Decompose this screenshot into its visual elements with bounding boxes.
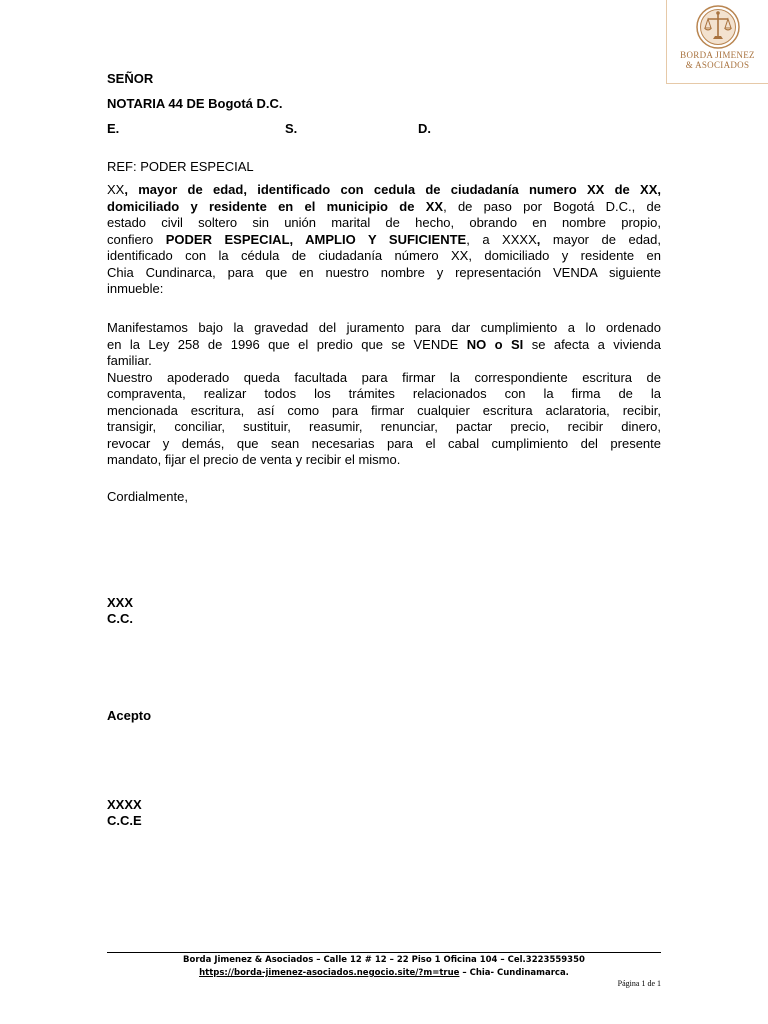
paragraph-line <box>107 199 661 216</box>
text-span: confiero <box>107 231 166 247</box>
grantor-details-bold: , mayor de edad, identificado con cedula de ciudadanía numero XX de XX, <box>124 182 661 197</box>
paragraph-line: estado civil soltero sin unión marital de hecho, obrando en nombre propio, <box>107 215 661 230</box>
footer-city: – Chia- Cundinamarca. <box>459 968 569 978</box>
footer-web-line <box>107 967 661 980</box>
paragraph-line: Chia Cundinarca, para que en nuestro nombre y representación VENDA siguiente <box>107 264 661 280</box>
text-span: mayor de edad, <box>540 231 662 247</box>
power-of-attorney-paragraph <box>107 182 661 298</box>
firm-logo <box>666 0 768 84</box>
paragraph-line: mencionada escritura, así como para firmar cualquier escritura aclaratoria, recibir, <box>107 402 661 418</box>
text-span: se afecta a vivienda <box>523 336 661 352</box>
footer-address: Borda Jimenez & Asociados – Calle 12 # 12 – 22 Piso 1 Oficina 104 – Cel.3223559350 <box>183 955 585 965</box>
scales-of-justice-icon <box>695 4 741 50</box>
paragraph-line: Nuestro apoderado queda facultada para firmar la correspondiente escritura de <box>107 369 661 385</box>
text-span: , de paso por Bogotá D.C., de <box>443 198 661 214</box>
paragraph-line: revocar y demás, que sean necesarias para el cabal cumplimiento del presente <box>107 435 661 451</box>
paragraph-line: mandato, fijar el precio de venta y recibir el mismo. <box>107 452 401 467</box>
esd-s: S. <box>285 121 298 136</box>
paragraph-line: compraventa, realizar todos los trámites relacionados con la firma de la <box>107 386 661 401</box>
footer <box>107 954 661 980</box>
recipient: NOTARIA 44 DE Bogotá D.C. <box>107 96 283 111</box>
housing-affectation-bold: NO o SI <box>466 336 524 352</box>
grantor-residence-bold: domiciliado y residente en el municipio de XX <box>107 198 444 214</box>
power-type-bold: PODER ESPECIAL, AMPLIO Y SUFICIENTE <box>165 231 467 247</box>
page-number: Página 1 de 1 <box>617 979 661 988</box>
paragraph-line: transigir, conciliar, sustituir, reasumir, renunciar, pactar precio, recibir dinero, <box>107 419 661 434</box>
acceptance-label: Acepto <box>107 708 152 723</box>
logo-firm-name-line1: BORDA JIMENEZ <box>680 50 755 60</box>
logo-firm-name-line2: & ASOCIADOS <box>685 60 750 70</box>
text-span: , <box>536 231 541 247</box>
footer-website-link[interactable]: https://borda-jimenez-asociados.negocio.site/?m=true <box>199 968 460 978</box>
paragraph-line <box>107 182 661 199</box>
paragraph-line <box>107 337 661 354</box>
paragraph-line: familiar. <box>107 353 152 368</box>
paragraph-line: identificado con la cédula de ciudadanía número XX, domiciliado y residente en <box>107 248 661 263</box>
grantor-id-label: C.C. <box>107 611 133 626</box>
salutation: SEÑOR <box>107 71 154 86</box>
attorney-id-label: C.C.E <box>107 813 142 828</box>
paragraph-line: Manifestamos bajo la gravedad del juramento para dar cumplimiento a lo ordenado <box>107 320 661 335</box>
esd-d: D. <box>418 121 431 136</box>
grantor-signature-name: XXX <box>107 595 134 610</box>
paragraph-line <box>107 232 661 249</box>
esd-e: E. <box>107 121 120 136</box>
footer-divider <box>107 952 661 953</box>
reference-line: REF: PODER ESPECIAL <box>107 159 254 174</box>
text-span: en la Ley 258 de 1996 que el predio que se VENDE <box>107 336 467 352</box>
attorney-placeholder: , a XXXX <box>466 231 537 247</box>
attorney-signature-name: XXXX <box>107 797 142 812</box>
declaration-paragraph <box>107 320 661 469</box>
closing: Cordialmente, <box>107 489 188 504</box>
grantor-placeholder: XX <box>107 182 125 197</box>
paragraph-line: inmueble: <box>107 281 164 296</box>
